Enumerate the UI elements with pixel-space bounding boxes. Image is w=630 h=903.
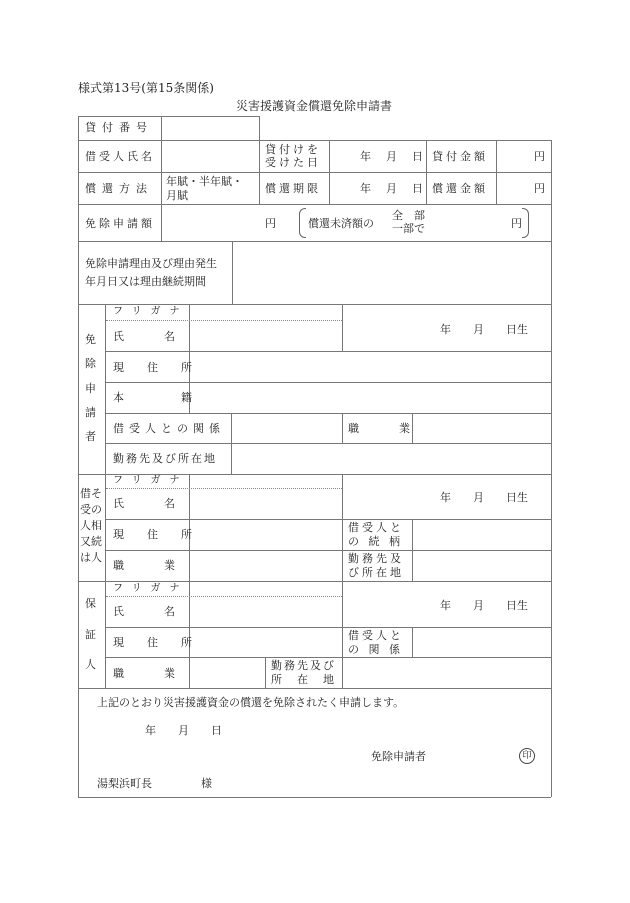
heir-occupation-field[interactable] [190,551,341,580]
loan-number-field[interactable] [162,117,258,139]
form-title: 災害援護資金償還免除申請書 [236,99,393,113]
loan-amount-label: 貸付金額 [432,150,488,163]
repay-amount-yen: 円 [534,182,545,195]
loan-number-label: 貸付番号 [85,121,153,134]
heir-relation-field[interactable] [413,520,550,549]
applicant-workplace-field[interactable] [232,444,550,473]
loan-amount-field[interactable] [497,141,531,171]
heir-furigana-label: フリガナ [113,475,189,486]
guarantor-furigana-field[interactable] [190,582,341,595]
applicant-signature-field[interactable] [430,745,515,767]
unpaid-amount-yen: 円 [511,217,522,230]
guarantor-address-field[interactable] [190,628,341,656]
guarantor-workplace-label-1: 勤務先及び [271,659,336,672]
guarantor-occupation-field[interactable] [190,658,264,687]
guarantor-name-field[interactable] [190,597,341,626]
applicant-workplace-label: 勤務先及び所在地 [113,452,217,465]
heir-occupation-label: 職 業 [113,559,181,572]
applicant-signature-label: 免除申請者 [371,750,426,763]
applicant-domicile-label: 本 籍 [113,391,198,404]
loan-date-value[interactable]: 年 月 日 [360,150,425,163]
repay-method-options-1[interactable]: 年賦・半年賦・ [166,175,243,188]
applicant-address-field[interactable] [190,352,550,381]
applicant-occupation-label: 職 業 [348,422,416,435]
guarantor-name-label: 氏 名 [113,605,181,618]
loan-date-label-1: 貸付けを [265,143,321,156]
heir-name-label: 氏 名 [113,497,181,510]
applicant-address-label: 現 住 所 [113,361,198,374]
repay-method-label: 償還方法 [85,182,153,195]
exemption-amount-label: 免除申請額 [85,217,155,230]
repay-deadline-value[interactable]: 年 月 日 [360,182,425,195]
left-bracket [299,208,306,238]
borrower-name-field[interactable] [162,141,258,171]
reason-field[interactable] [233,242,550,303]
loan-amount-yen: 円 [534,150,545,163]
loan-date-label-2: 受けた日 [265,156,321,169]
right-bracket [522,208,529,238]
heir-address-field[interactable] [190,520,341,549]
declaration-statement: 上記のとおり災害援護資金の償還を免除されたく申請します。 [97,696,405,709]
borrower-name-label: 借受人氏名 [85,150,155,163]
heir-name-field[interactable] [190,489,341,518]
unpaid-prefix: 償還未済額の [308,217,374,230]
addressee: 湯梨浜町長 [97,777,152,790]
guarantor-relation-label-1: 借受人と [348,629,404,642]
applicant-relation-field[interactable] [232,414,341,442]
repay-deadline-label: 償還期限 [265,182,321,195]
heir-workplace-field[interactable] [413,551,550,580]
applicant-name-label: 氏 名 [113,330,181,343]
applicant-furigana-label: フリガナ [113,306,189,317]
applicant-domicile-field[interactable] [190,383,550,412]
guarantor-workplace-label-2: 所 在 地 [271,673,336,686]
heir-relation-label-1: 借受人と [348,521,404,534]
heir-address-label: 現 住 所 [113,528,198,541]
unpaid-part-option[interactable]: 一部で [392,222,425,235]
exemption-amount-field[interactable] [162,205,262,240]
honorific: 様 [201,777,212,790]
heir-workplace-label-1: 勤務先及 [348,552,404,565]
guarantor-relation-label-2: の 関 係 [348,643,403,656]
heir-birth[interactable]: 年 月 日生 [440,491,528,504]
repay-method-options-2[interactable]: 月賦 [166,189,188,202]
form-number: 様式第13号(第15条関係) [78,81,214,95]
heir-furigana-field[interactable] [190,475,341,487]
guarantor-address-label: 現 住 所 [113,636,198,649]
applicant-relation-label: 借受人との関係 [113,422,225,435]
applicant-birth[interactable]: 年 月 日生 [440,323,528,336]
reason-label-2: 年月日又は理由継続期間 [85,275,206,288]
heir-relation-label-2: の 続 柄 [348,535,403,548]
guarantor-occupation-label: 職 業 [113,667,181,680]
applicant-occupation-field[interactable] [413,414,550,442]
guarantor-workplace-field[interactable] [343,658,550,687]
seal-icon: 印 [519,748,535,764]
reason-label-1: 免除申請理由及び理由発生 [85,257,217,270]
application-date[interactable]: 年 月 日 [145,724,222,737]
applicant-name-field[interactable] [190,321,341,350]
repay-amount-field[interactable] [497,173,531,203]
unpaid-amount-field[interactable] [430,206,510,238]
applicant-furigana-field[interactable] [190,305,341,319]
heir-workplace-label-2: び所在地 [348,566,404,579]
repay-amount-label: 償還金額 [432,182,488,195]
guarantor-furigana-label: フリガナ [113,583,189,594]
guarantor-relation-field[interactable] [413,628,550,656]
exemption-amount-yen: 円 [265,217,276,230]
guarantor-birth[interactable]: 年 月 日生 [440,599,528,612]
unpaid-all-option[interactable]: 全 部 [392,209,425,222]
